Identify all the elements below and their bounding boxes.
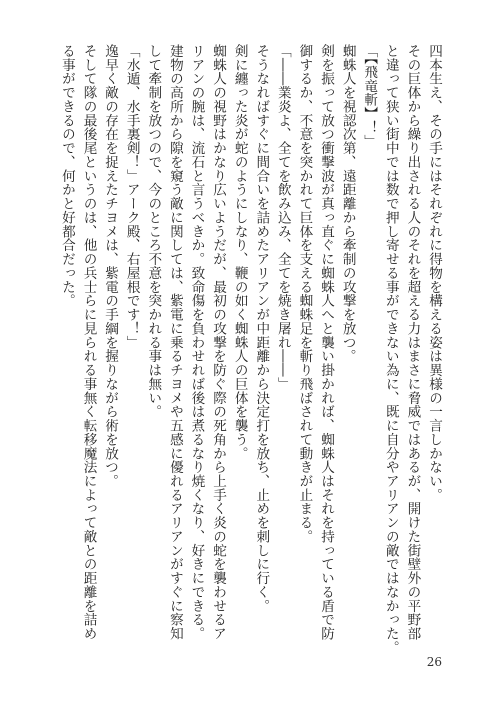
vertical-text-block	[55, 44, 444, 655]
text-line: 逸早く敵の存在を捉えたチヨメは、紫電の手綱を握りながら術を放つ。	[102, 44, 119, 488]
text-line: 御するか、不意を突かれて巨体を支える蜘蛛足を斬り飛ばされて動きが止まる。	[296, 44, 313, 544]
text-line: リアンの腕は、流石と言うべきか。致命傷を負わせれば後は煮るなり焼くなり、好きにできる。	[188, 44, 205, 641]
text-line: る事ができるので、何かと好都合だった。	[58, 44, 75, 308]
text-line: 「――業炎よ、全てを飲み込み、全てを焼き屠れ――」	[274, 44, 291, 391]
text-line: 四本生え、その手にはそれぞれに得物を構える姿は異様の一言しかない。	[426, 44, 442, 502]
text-line: そうなればすぐに間合いを詰めたアリアンが中距離から決定打を放ち、止めを刺しに行く。	[253, 44, 270, 613]
text-line: 蜘蛛人を視認次第、遠距離から牽制の攻撃を放つ。	[339, 44, 356, 364]
text-line: 剣を振って放つ衝撃波が真っ直ぐに蜘蛛人へと襲い掛かれば、蜘蛛人はそれを持っている盾で防	[318, 44, 335, 641]
text-line: その巨体から繰り出される人のそれを超える力はまさに脅威ではあるが、開けた街壁外の平野部	[404, 44, 421, 641]
text-line: して牽制を放つので、今のところ不意を突かれる事は無い。	[145, 44, 162, 419]
page-number: 26	[426, 655, 442, 669]
text-line: と違って狭い街中では数で押し寄せる事ができない為に、既に自分やアリアンの敵ではなかった。	[382, 44, 399, 655]
text-line: 蜘蛛人の視野はかなり広いようだが、最初の攻撃を防ぐ際の死角から上手く炎の蛇を襲わせるア	[210, 44, 227, 641]
text-line: 「水遁、水手裏剣！」アーク殿、右屋根です！」	[123, 44, 140, 350]
text-line: 剣に纏った炎が蛇のようにしなり、鞭の如く蜘蛛人の巨体を襲う。	[231, 44, 248, 461]
text-line: 建物の高所から隙を窺う敵に関しては、紫電に乗るチヨメや五感に優れるアリアンがすぐに察知	[166, 44, 183, 641]
text-line: そして隊の最後尾というのは、他の兵士らに見られる事無く転移魔法によって敵との距離を詰め	[80, 44, 97, 641]
text-line: 「【飛竜斬】！」	[361, 44, 378, 149]
